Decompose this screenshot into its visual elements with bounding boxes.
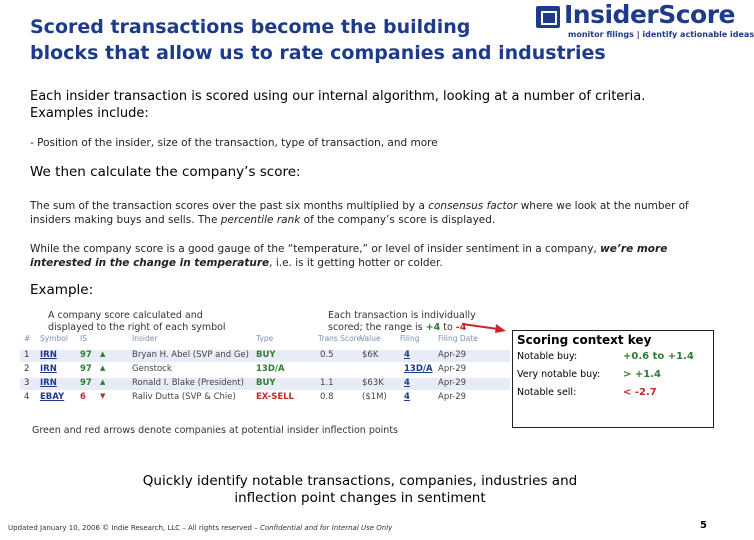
insiderscore-logo (536, 0, 754, 44)
key-value: < -2.7 (623, 387, 657, 398)
company-score-paragraph-2 (30, 242, 710, 270)
cell-n: 4 (24, 392, 30, 402)
arrows-note: Green and red arrows denote companies at potential insider inflection points (32, 425, 398, 436)
footer (8, 524, 392, 532)
col-header-type: Type (256, 334, 274, 343)
arrow-up-icon: ▲ (100, 350, 106, 358)
cell-filing[interactable]: 4 (404, 350, 410, 360)
col-header-filing-date: Filing Date (438, 334, 478, 343)
cell-type: BUY (256, 350, 276, 360)
key-label: Very notable buy: (517, 369, 601, 380)
cell-date: Apr-29 (438, 350, 467, 360)
cell-date: Apr-29 (438, 378, 467, 388)
cell-date: Apr-29 (438, 364, 467, 374)
table-row[interactable] (20, 392, 510, 404)
key-row-notable-buy (517, 351, 711, 367)
para2-emphasis: we’re more interested in the change in temperature (30, 243, 668, 269)
cell-is: 97 (80, 364, 92, 374)
scoring-context-key (512, 330, 714, 428)
cell-insider: Ronald I. Blake (President) (132, 378, 244, 388)
cell-type: EX-SELL (256, 392, 294, 402)
logo-mark-icon (536, 6, 560, 28)
tagline: Quickly identify notable transactions, companies, industries and inflection point changes in sentiment (142, 473, 578, 506)
logo-tagline: monitor filings | identify actionable ideas (568, 30, 754, 39)
scoring-key-title: Scoring context key (517, 333, 652, 347)
cell-filing[interactable]: 13D/A (404, 364, 433, 374)
table-row[interactable] (20, 350, 510, 362)
para1-text-a: The sum of the transaction scores over the past six months multiplied by a (30, 200, 429, 212)
logo-brand-text: InsiderScore (564, 0, 736, 29)
arrow-up-icon: ▲ (100, 364, 106, 372)
cell-score: 0.5 (320, 350, 334, 360)
para1-text-b: where we look at the number of insiders making buys and sells. The (30, 200, 689, 226)
key-value: > +1.4 (623, 369, 661, 380)
annotation-company-score: A company score calculated and displayed to the right of each symbol (48, 310, 226, 333)
cell-symbol[interactable]: IRN (40, 378, 57, 388)
cell-is: 97 (80, 350, 92, 360)
cell-symbol[interactable]: EBAY (40, 392, 65, 402)
table-row[interactable] (20, 378, 510, 390)
cell-is: 97 (80, 378, 92, 388)
key-label: Notable buy: (517, 351, 578, 362)
cell-value: ($1M) (362, 392, 387, 402)
col-header-num: # (24, 334, 31, 343)
annotation-range-negative: -4 (455, 322, 467, 333)
cell-insider: Genstock (132, 364, 172, 374)
cell-is: 6 (80, 392, 86, 402)
company-score-heading: We then calculate the company’s score: (30, 164, 301, 180)
col-header-insider: Insider (132, 334, 158, 343)
arrow-down-icon: ▼ (100, 392, 106, 400)
cell-symbol[interactable]: IRN (40, 364, 57, 374)
key-row-very-notable-buy (517, 369, 711, 385)
col-header-filing: Filing (400, 334, 420, 343)
cell-insider: Raliv Dutta (SVP & Chie) (132, 392, 236, 402)
criteria-text: - Position of the insider, size of the transaction, type of transaction, and more (30, 137, 438, 149)
cell-filing[interactable]: 4 (404, 378, 410, 388)
col-header-is: IS (80, 334, 87, 343)
annotation-range-text: Each transaction is individually scored; the range is (328, 310, 476, 333)
table-header-row (20, 334, 510, 346)
cell-value: $6K (362, 350, 379, 360)
cell-n: 2 (24, 364, 30, 374)
annotation-transaction-score (328, 310, 478, 334)
col-header-trans-score: Trans Score (318, 334, 362, 343)
para1-emphasis-2: percentile rank (220, 214, 301, 226)
title-line-2: blocks that allow us to rate companies and industries (30, 42, 606, 64)
para1-emphasis: consensus factor (428, 200, 518, 212)
para2-text-a: While the company score is a good gauge of the “temperature,” or level of insider sentiment in a company, (30, 243, 601, 255)
cell-n: 1 (24, 350, 30, 360)
col-header-value: Value (360, 334, 381, 343)
annotation-range-positive: +4 (425, 322, 441, 333)
transactions-table (20, 334, 510, 410)
page-number: 5 (700, 520, 707, 531)
footer-text: Updated January 10, 2006 © Indie Research, LLC – All rights reserved – (8, 524, 260, 532)
annotation-range-to: to (440, 322, 456, 333)
cell-value: $63K (362, 378, 384, 388)
key-value: +0.6 to +1.4 (623, 351, 694, 362)
para1-text-c: of the company’s score is displayed. (300, 214, 496, 226)
key-row-notable-sell (517, 387, 711, 403)
cell-filing[interactable]: 4 (404, 392, 410, 402)
col-header-symbol: Symbol (40, 334, 68, 343)
cell-date: Apr-29 (438, 392, 467, 402)
table-row[interactable] (20, 364, 510, 376)
footer-confidential: Confidential and for Internal Use Only (259, 524, 393, 532)
intro-text: Each insider transaction is scored using our internal algorithm, looking at a number of criteria. Examples include: (30, 89, 646, 121)
title-line-1: Scored transactions become the building (30, 16, 471, 38)
cell-symbol[interactable]: IRN (40, 350, 57, 360)
cell-insider: Bryan H. Abel (SVP and Ge) (132, 350, 249, 360)
cell-score: 1.1 (320, 378, 334, 388)
example-heading: Example: (30, 282, 94, 298)
cell-n: 3 (24, 378, 30, 388)
para2-text-b: , i.e. is it getting hotter or colder. (269, 257, 443, 269)
arrow-up-icon: ▲ (100, 378, 106, 386)
cell-score: 0.8 (320, 392, 334, 402)
company-score-paragraph-1 (30, 199, 710, 227)
intro-section (30, 88, 710, 122)
red-arrow-icon (462, 321, 506, 333)
key-label: Notable sell: (517, 387, 577, 398)
cell-type: BUY (256, 378, 276, 388)
cell-type: 13D/A (256, 364, 285, 374)
